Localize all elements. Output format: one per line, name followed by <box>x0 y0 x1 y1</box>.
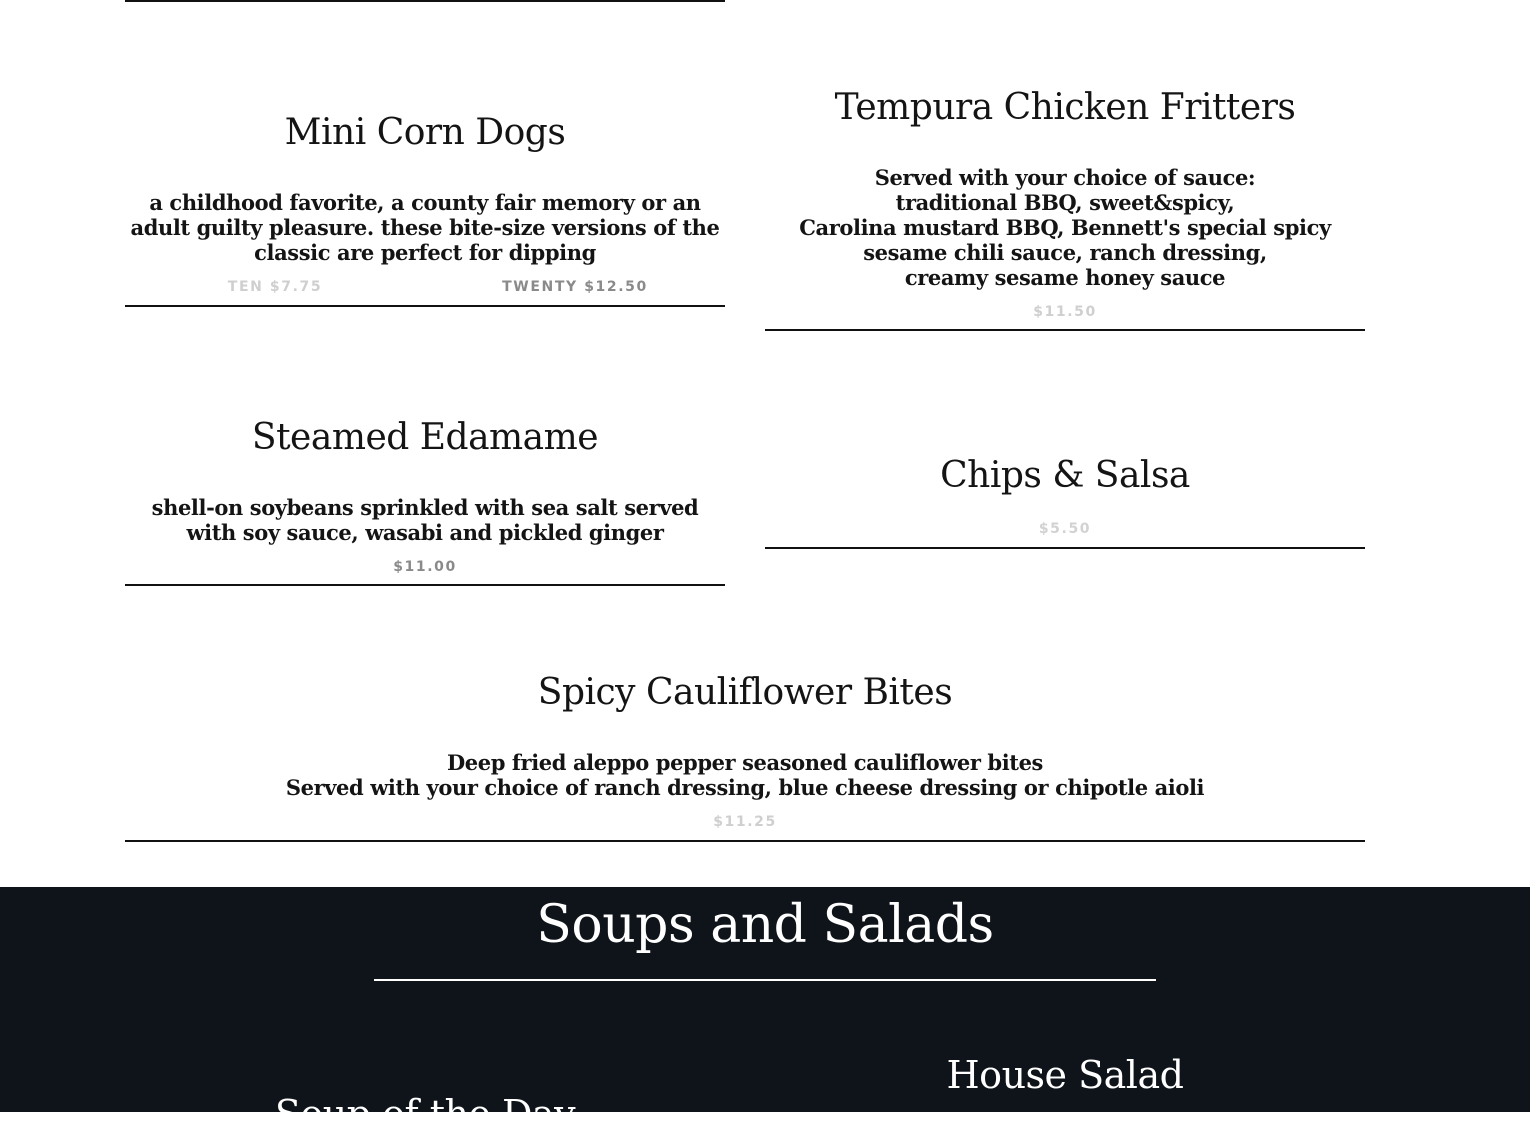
item-title: Tempura Chicken Fritters <box>834 87 1296 128</box>
menu-item-steamed-edamame <box>125 413 725 588</box>
menu-item-chips-and-salsa <box>765 451 1365 551</box>
desc-line: sesame chili sauce, ranch dressing, <box>863 240 1267 265</box>
desc-line: creamy sesame honey sauce <box>904 265 1226 290</box>
item-title-soup-of-the-day: Soup of the Day <box>274 1092 576 1136</box>
item-title: Spicy Cauliflower Bites <box>537 672 953 713</box>
divider <box>125 305 725 307</box>
item-description <box>765 165 1365 290</box>
price: $5.50 <box>1038 521 1092 537</box>
section-divider <box>374 979 1156 981</box>
price: $11.25 <box>713 814 777 830</box>
divider <box>125 584 725 586</box>
price-ten: TEN $7.75 <box>227 279 323 295</box>
desc-line: Deep fried aleppo pepper seasoned cauliflower bites <box>447 750 1043 775</box>
item-description <box>125 750 1365 800</box>
item-description <box>125 495 725 545</box>
item-title: Mini Corn Dogs <box>284 112 566 153</box>
desc-line: with soy sauce, wasabi and pickled ginger <box>186 520 664 545</box>
desc-line: Served with your choice of ranch dressing, blue cheese dressing or chipotle aioli <box>285 775 1205 800</box>
desc-line: Carolina mustard BBQ, Bennett's special spicy <box>799 215 1331 240</box>
desc-line: Served with your choice of sauce: <box>874 165 1256 190</box>
divider <box>125 840 1365 842</box>
item-title: Chips & Salsa <box>940 455 1190 496</box>
desc-line: classic are perfect for dipping <box>254 240 596 265</box>
desc-line: traditional BBQ, sweet&spicy, <box>895 190 1235 215</box>
desc-line: adult guilty pleasure. these bite-size versions of the <box>130 215 720 240</box>
section-title: Soups and Salads <box>536 895 994 955</box>
divider <box>765 547 1365 549</box>
price: $11.50 <box>1033 304 1097 320</box>
item-title: Steamed Edamame <box>251 417 599 458</box>
divider <box>765 329 1365 331</box>
menu-item-tempura-chicken-fritters <box>765 83 1365 333</box>
menu-item-mini-corn-dogs <box>125 108 725 308</box>
desc-line: shell-on soybeans sprinkled with sea salt served <box>151 495 699 520</box>
item-title-house-salad: House Salad <box>946 1053 1184 1097</box>
price-twenty: TWENTY $12.50 <box>502 279 648 295</box>
price: $11.00 <box>393 559 457 575</box>
desc-line: a childhood favorite, a county fair memory or an <box>149 190 701 215</box>
divider-top <box>125 0 725 2</box>
soups-and-salads-section <box>0 887 1530 1136</box>
menu-item-spicy-cauliflower-bites <box>125 668 1365 843</box>
item-description <box>125 190 725 265</box>
